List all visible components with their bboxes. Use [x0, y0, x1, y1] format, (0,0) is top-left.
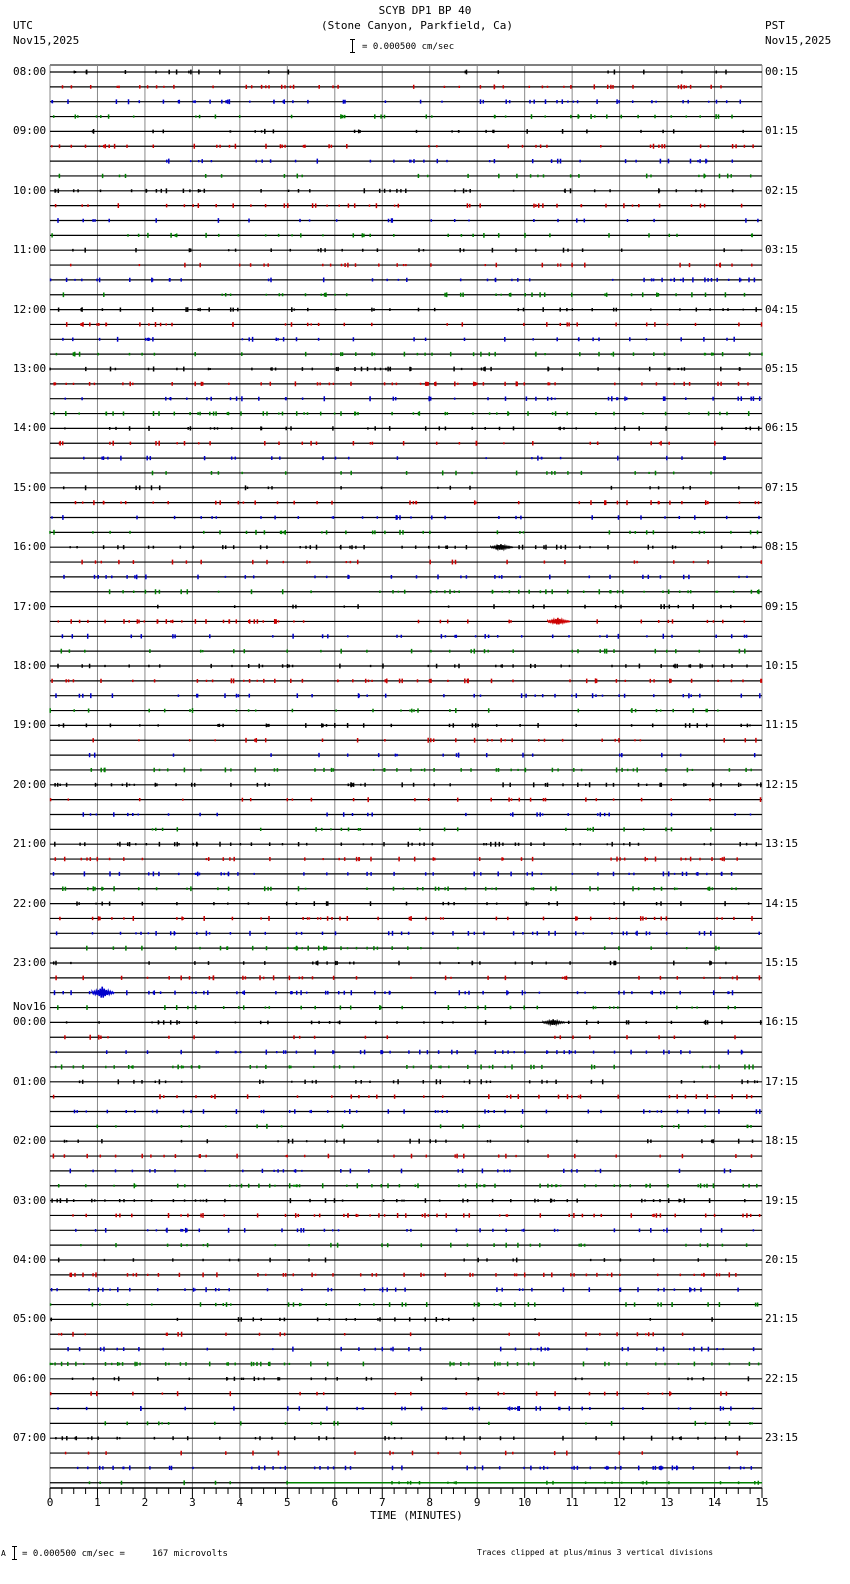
x-axis-label: TIME (MINUTES) — [370, 1509, 463, 1522]
pst-hour-label: 17:15 — [765, 1074, 799, 1088]
pst-hour-label: 11:15 — [765, 718, 799, 732]
pst-hour-label: 06:15 — [765, 421, 799, 435]
utc-hour-label: 11:00 — [13, 243, 47, 257]
utc-hour-label: 17:00 — [13, 599, 47, 613]
utc-hour-label: 10:00 — [13, 183, 47, 197]
pst-hour-label: 05:15 — [765, 362, 799, 375]
pst-hour-label: 15:15 — [765, 956, 799, 969]
utc-hour-label: 21:00 — [13, 837, 47, 851]
utc-hour-label: 07:00 — [13, 1431, 47, 1445]
pst-hour-label: 08:15 — [765, 540, 799, 554]
utc-hour-label: 14:00 — [13, 421, 47, 435]
pst-hour-label: 10:15 — [765, 659, 799, 672]
utc-hour-label: 06:00 — [13, 1371, 47, 1385]
clip-note: Traces clipped at plus/minus 3 vertical divisions — [477, 1548, 714, 1557]
x-tick-label: 9 — [473, 1496, 481, 1509]
pst-hour-label: 00:15 — [765, 65, 799, 78]
x-tick-label: 1 — [94, 1496, 101, 1509]
x-tick-label: 11 — [565, 1496, 579, 1509]
x-tick-label: 8 — [426, 1496, 434, 1509]
utc-hour-label: 01:00 — [13, 1074, 47, 1088]
utc-hour-label: 23:00 — [13, 956, 47, 969]
chart-subtitle: (Stone Canyon, Parkfield, Ca) — [320, 19, 514, 32]
pst-hour-label: 13:15 — [765, 837, 799, 851]
pst-hour-label: 01:15 — [765, 124, 799, 138]
left-timezone: UTC — [13, 19, 33, 32]
utc-hour-label: 22:00 — [13, 896, 47, 910]
pst-hour-label: 03:15 — [765, 243, 799, 257]
scale-label: = 0.000500 cm/sec — [362, 42, 455, 52]
utc-hour-label: 03:00 — [13, 1193, 47, 1207]
x-tick-label: 5 — [284, 1496, 291, 1509]
pst-hour-label: 20:15 — [765, 1253, 799, 1266]
right-timezone: PST — [765, 19, 785, 32]
x-tick-label: 10 — [518, 1496, 532, 1509]
utc-hour-label: 19:00 — [13, 718, 47, 732]
footer-scale-prefix: A — [1, 1549, 6, 1558]
seismic-event — [92, 987, 114, 998]
chart-title: SCYB DP1 BP 40 — [378, 4, 472, 17]
x-tick-label: 12 — [612, 1496, 627, 1509]
x-tick-label: 6 — [331, 1496, 339, 1509]
utc-hour-label: 16:00 — [13, 540, 47, 554]
x-tick-label: 3 — [189, 1496, 196, 1509]
pst-hour-label: 04:15 — [765, 302, 799, 316]
utc-hour-label: 20:00 — [13, 777, 47, 791]
x-tick-label: 15 — [755, 1496, 769, 1509]
utc-hour-label: 02:00 — [13, 1134, 47, 1148]
x-tick-label: 0 — [46, 1496, 54, 1509]
utc-hour-label: 15:00 — [13, 480, 47, 494]
seismic-event — [548, 618, 570, 625]
utc-hour-label: 12:00 — [13, 302, 47, 316]
utc-hour-label: 05:00 — [13, 1312, 47, 1326]
x-tick-label: 14 — [707, 1496, 722, 1509]
pst-hour-label: 14:15 — [765, 896, 799, 910]
utc-hour-label: 08:00 — [13, 65, 47, 78]
pst-hour-label: 07:15 — [765, 480, 799, 494]
pst-hour-label: 02:15 — [765, 183, 799, 197]
right-date: Nov15,2025 — [765, 34, 832, 47]
pst-hour-label: 23:15 — [765, 1431, 799, 1445]
x-tick-label: 7 — [378, 1496, 386, 1509]
pst-hour-label: 21:15 — [765, 1312, 799, 1326]
utc-hour-label: 04:00 — [13, 1253, 47, 1266]
seismic-event — [543, 1019, 565, 1024]
utc-hour-label: 00:00 — [13, 1015, 47, 1029]
x-tick-label: 2 — [141, 1496, 149, 1509]
pst-hour-label: 12:15 — [765, 777, 799, 791]
pst-hour-label: 16:15 — [765, 1015, 799, 1029]
utc-hour-label: 13:00 — [13, 362, 47, 375]
x-tick-label: 4 — [236, 1496, 244, 1509]
utc-hour-label: 09:00 — [13, 124, 47, 138]
pst-hour-label: 22:15 — [765, 1371, 799, 1385]
seismic-event — [491, 544, 513, 549]
pst-hour-label: 19:15 — [765, 1193, 799, 1207]
utc-hour-label: 18:00 — [13, 659, 47, 672]
footer-scale-text: = 0.000500 cm/sec = 167 microvolts — [22, 1549, 228, 1559]
pst-hour-label: 18:15 — [765, 1134, 799, 1148]
day-change-label: Nov16 — [13, 1000, 47, 1014]
footer-scale-bar-icon — [12, 1546, 17, 1560]
x-tick-label: 13 — [660, 1496, 674, 1509]
left-date: Nov15,2025 — [13, 34, 80, 47]
pst-hour-label: 09:15 — [765, 599, 799, 613]
